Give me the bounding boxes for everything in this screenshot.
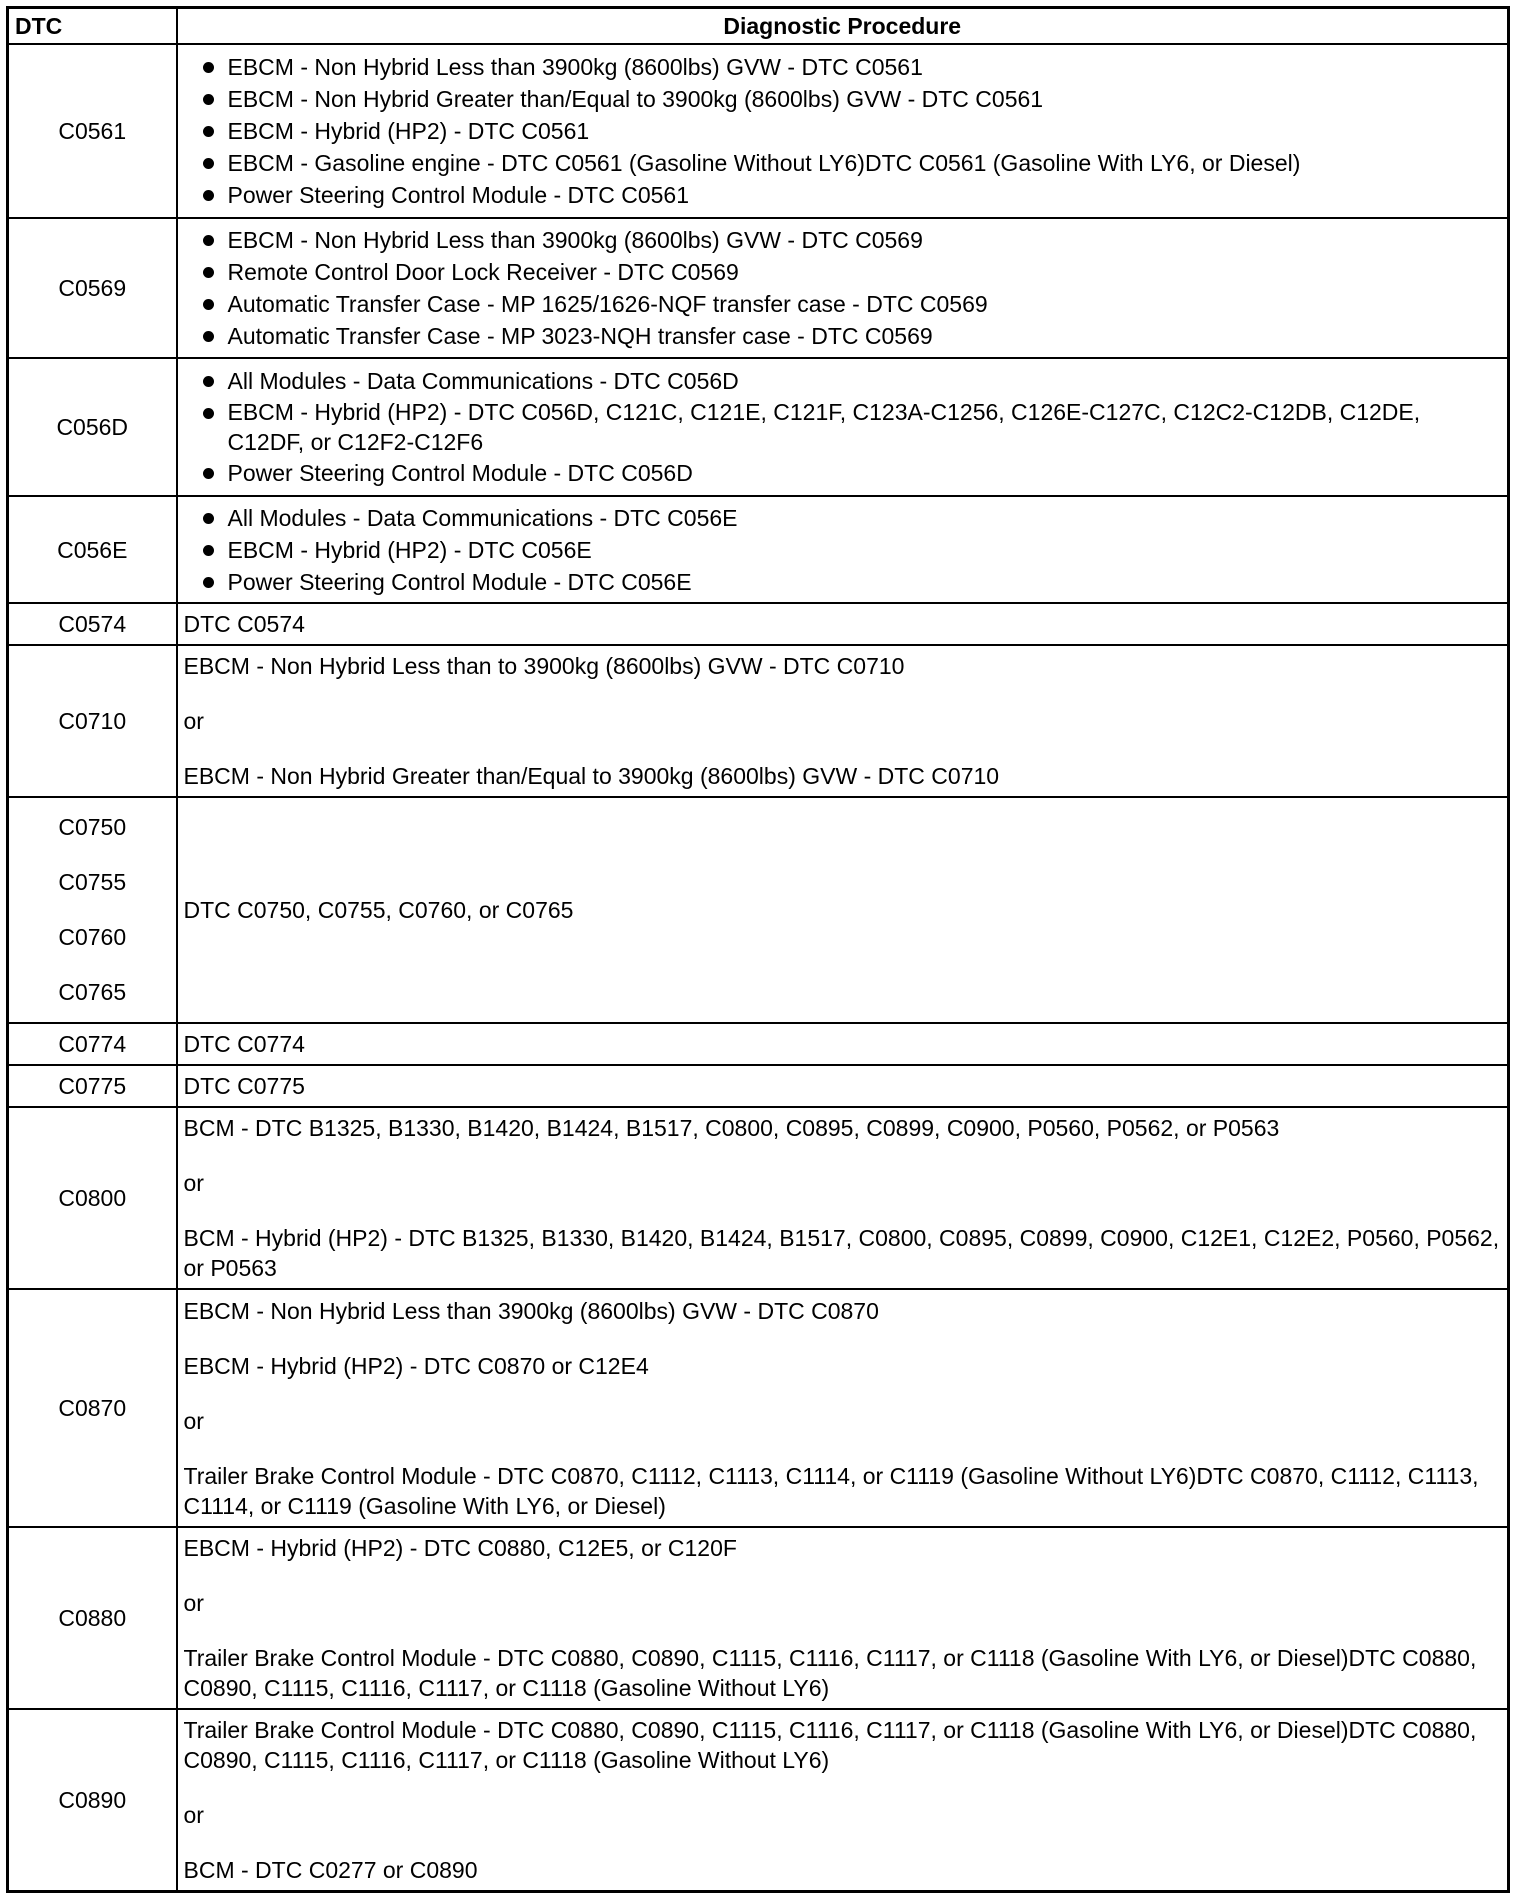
procedure-text: DTC C0774 [183,1031,305,1057]
procedure-cell [177,1709,1509,1891]
dtc-code: C0775 [58,1073,127,1099]
dtc-code: C0710 [58,708,127,734]
list-item: All Modules - Data Communications - DTC C056D [184,365,1502,397]
dtc-code-cell [8,496,177,603]
procedure-or: or [183,1407,204,1434]
procedure-or: or [183,1170,204,1196]
dtc-code-cell [8,1065,177,1107]
table-header-row [8,8,1509,45]
dtc-table-wrapper [6,6,1510,1893]
dtc-code-cell [8,1023,177,1065]
procedure-text: DTC C0775 [183,1073,305,1099]
procedure-text: BCM - DTC C0277 or C0890 [183,1856,478,1883]
table-row [8,1709,1509,1891]
procedure-cell [177,218,1509,358]
dtc-code-cell [8,1107,177,1289]
dtc-code-cell [8,645,177,797]
procedure-text: DTC C0750, C0755, C0760, or C0765 [183,897,574,923]
list-item: EBCM - Non Hybrid Greater than/Equal to 3900kg (8600lbs) GVW - DTC C0561 [184,83,1502,115]
procedure-cell [177,1065,1509,1107]
list-item: Power Steering Control Module - DTC C0561 [184,179,1502,211]
table-row [8,1023,1509,1065]
procedure-text: Trailer Brake Control Module - DTC C0880, C0890, C1115, C1116, C1117, or C1118 (Gasoline With LY6, or Diesel)DTC C0880, C0890, C1115, C1116, C1117, or C1118 (Gasoline Without LY6) [183,1716,1477,1773]
procedure-text: EBCM - Non Hybrid Greater than/Equal to 3900kg (8600lbs) GVW - DTC C0710 [183,763,1000,789]
procedure-text: EBCM - Hybrid (HP2) - DTC C0870 or C12E4 [183,1352,649,1379]
dtc-code-cell [8,797,177,1023]
header-dtc: DTC [8,8,177,45]
table-row [8,44,1509,218]
dtc-code-cell [8,1289,177,1527]
dtc-code: C0561 [58,118,127,144]
list-item: EBCM - Gasoline engine - DTC C0561 (Gasoline Without LY6)DTC C0561 (Gasoline With LY6, or Diesel) [184,147,1502,179]
procedure-or: or [183,1801,204,1828]
list-item: EBCM - Non Hybrid Less than 3900kg (8600lbs) GVW - DTC C0561 [184,51,1502,83]
table-body [8,44,1509,1891]
procedure-text: EBCM - Hybrid (HP2) - DTC C0880, C12E5, or C120F [183,1535,737,1561]
dtc-code: C0800 [58,1185,127,1211]
dtc-code-cell [8,218,177,358]
procedure-or: or [183,708,204,734]
list-item: Remote Control Door Lock Receiver - DTC C0569 [184,256,1502,288]
dtc-code-cell [8,1527,177,1709]
procedure-cell [177,1289,1509,1527]
list-item: All Modules - Data Communications - DTC C056E [184,502,1502,534]
dtc-code: C056E [57,536,128,563]
table-row [8,797,1509,1023]
dtc-code: C056D [56,414,129,440]
procedure-cell [177,496,1509,603]
procedure-text: EBCM - Non Hybrid Less than to 3900kg (8600lbs) GVW - DTC C0710 [183,653,905,679]
dtc-code-cell [8,44,177,218]
dtc-table [6,6,1510,1893]
procedure-text: BCM - Hybrid (HP2) - DTC B1325, B1330, B1420, B1424, B1517, C0800, C0895, C0899, C0900, C12E1, C12E2, P0560, P0562, or P0563 [183,1225,1500,1281]
procedure-cell [177,358,1509,496]
procedure-text: Trailer Brake Control Module - DTC C0880, C0890, C1115, C1116, C1117, or C1118 (Gasoline With LY6, or Diesel)DTC C0880, C0890, C1115, C1116, C1117, or C1118 (Gasoline Without LY6) [183,1645,1477,1701]
procedure-cell [177,645,1509,797]
list-item: Power Steering Control Module - DTC C056D [184,457,1502,489]
dtc-code: C0870 [58,1395,127,1421]
dtc-code: C0750 [58,814,127,840]
table-row [8,1527,1509,1709]
table-row [8,645,1509,797]
list-item: EBCM - Hybrid (HP2) - DTC C0561 [184,115,1502,147]
procedure-cell [177,1023,1509,1065]
table-row [8,1065,1509,1107]
list-item: EBCM - Hybrid (HP2) - DTC C056E [184,534,1502,566]
dtc-code: C0569 [58,275,127,301]
procedure-list [184,51,1502,211]
list-item: Automatic Transfer Case - MP 3023-NQH transfer case - DTC C0569 [184,320,1502,352]
header-diagnostic-procedure: Diagnostic Procedure [177,8,1509,45]
table-row [8,496,1509,603]
procedure-cell [177,797,1509,1023]
procedure-cell [177,44,1509,218]
dtc-code: C0774 [58,1031,127,1057]
procedure-text: DTC C0574 [183,611,305,637]
procedure-list [184,502,1502,598]
table-row [8,1289,1509,1527]
dtc-code-cell [8,603,177,645]
procedure-cell [177,1527,1509,1709]
list-item: Power Steering Control Module - DTC C056E [184,566,1502,598]
dtc-code: C0765 [58,979,127,1005]
procedure-text: Trailer Brake Control Module - DTC C0870, C1112, C1113, C1114, or C1119 (Gasoline Without LY6)DTC C0870, C1112, C1113, C1114, or C1119 (Gasoline With LY6, or Diesel) [183,1462,1479,1519]
table-row [8,1107,1509,1289]
dtc-code-cell [8,358,177,496]
dtc-code: C0755 [58,869,127,895]
table-row [8,603,1509,645]
list-item: EBCM - Non Hybrid Less than 3900kg (8600lbs) GVW - DTC C0569 [184,224,1502,256]
dtc-code: C0574 [58,611,127,637]
procedure-or: or [183,1590,204,1616]
procedure-list [184,224,1502,352]
procedure-cell [177,603,1509,645]
table-row [8,358,1509,496]
dtc-code: C0880 [58,1605,127,1631]
procedure-list [184,365,1502,489]
dtc-code-cell [8,1709,177,1891]
dtc-code: C0890 [58,1786,127,1813]
table-row [8,218,1509,358]
list-item: EBCM - Hybrid (HP2) - DTC C056D, C121C, C121E, C121F, C123A-C1256, C126E-C127C, C12C2-C12DB, C12DE, C12DF, or C12F2-C12F6 [184,397,1502,457]
procedure-text: EBCM - Non Hybrid Less than 3900kg (8600lbs) GVW - DTC C0870 [183,1297,879,1324]
dtc-code: C0760 [58,924,127,950]
list-item: Automatic Transfer Case - MP 1625/1626-NQF transfer case - DTC C0569 [184,288,1502,320]
procedure-text: BCM - DTC B1325, B1330, B1420, B1424, B1517, C0800, C0895, C0899, C0900, P0560, P0562, or P0563 [183,1115,1280,1141]
procedure-cell [177,1107,1509,1289]
